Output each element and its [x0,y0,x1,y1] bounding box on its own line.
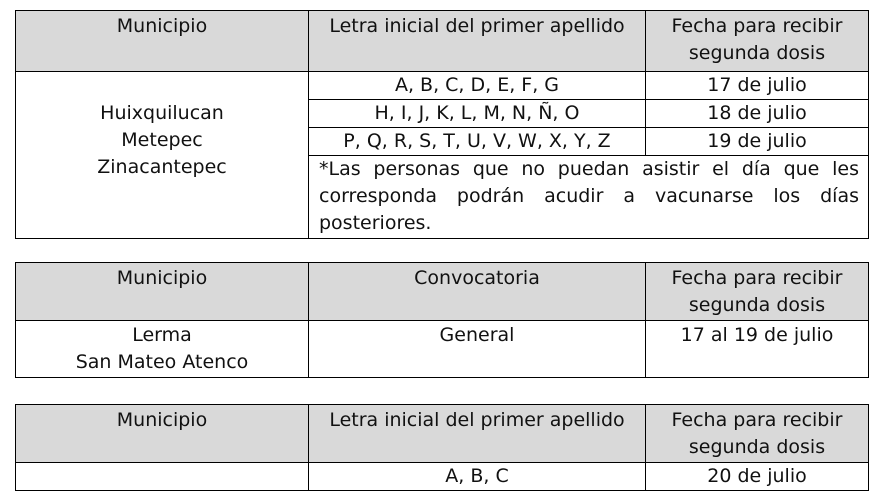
header-municipio: Municipio [16,11,309,72]
date-cell: 19 de julio [646,128,869,156]
table-row [16,321,869,378]
convocatoria-cell: General [309,321,646,378]
municipio-name: Metepec [121,129,203,151]
municipio-name: Zinacantepec [97,156,227,178]
table-row [16,72,869,100]
municipio-name: San Mateo Atenco [75,351,249,373]
header-letra-inicial: Letra inicial del primer apellido [309,11,646,72]
letters-cell: H, I, J, K, L, M, N, Ñ, O [309,100,646,128]
header-municipio: Municipio [16,263,309,321]
date-cell: 17 de julio [646,72,869,100]
header-fecha: Fecha para recibir segunda dosis [646,263,869,321]
letters-cell: A, B, C [309,463,646,491]
schedule-note: *Las personas que no puedan asistir el día que les corresponda podrán acudir a vacunarse los días posteriores. [309,156,869,239]
header-letra-inicial: Letra inicial del primer apellido [309,405,646,463]
header-convocatoria: Convocatoria [309,263,646,321]
table-row [16,463,869,491]
vaccination-schedule-table-3 [15,404,869,491]
municipio-cell [16,321,309,378]
municipio-cell [16,463,309,491]
date-cell: 18 de julio [646,100,869,128]
letters-cell: A, B, C, D, E, F, G [309,72,646,100]
vaccination-schedule-table-2 [15,262,869,378]
municipio-name: Huixquilucan [100,102,224,124]
date-cell: 17 al 19 de julio [646,321,869,378]
date-cell: 20 de julio [646,463,869,491]
vaccination-schedule-table-1 [15,10,869,239]
table-header-row [16,405,869,463]
municipio-name: Lerma [132,324,192,346]
table-header-row [16,263,869,321]
header-fecha: Fecha para recibir segunda dosis [646,405,869,463]
table-header-row [16,11,869,72]
letters-cell: P, Q, R, S, T, U, V, W, X, Y, Z [309,128,646,156]
header-fecha: Fecha para recibir segunda dosis [646,11,869,72]
header-municipio: Municipio [16,405,309,463]
municipio-cell [16,72,309,239]
